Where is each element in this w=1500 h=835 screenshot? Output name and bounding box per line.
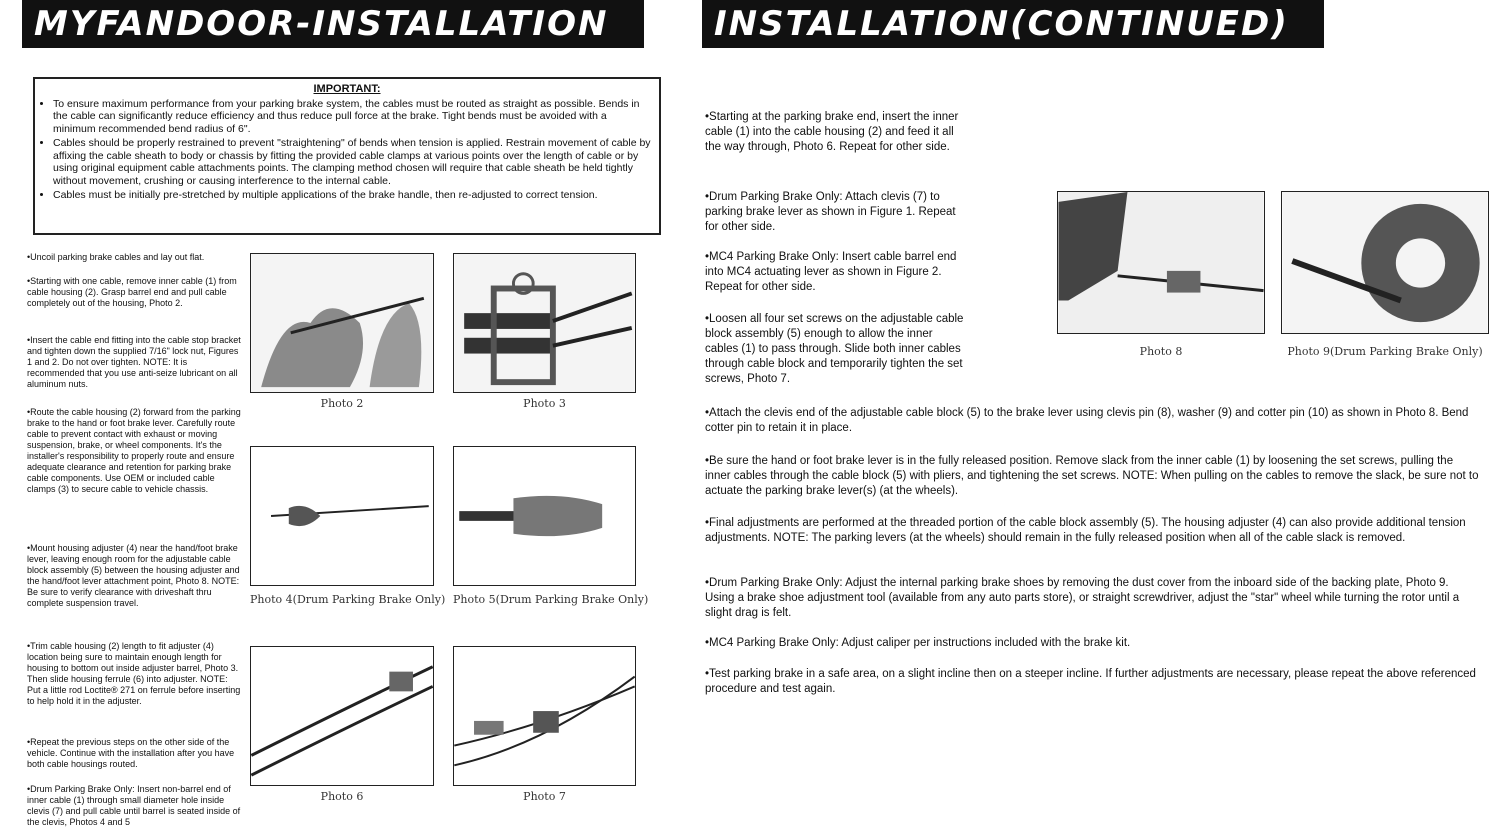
photo-7-image <box>453 646 636 786</box>
right-step-3: •MC4 Parking Brake Only: Insert cable barrel end into MC4 actuating lever as shown in Figure 2. Repeat for other side. <box>705 251 957 293</box>
photo-8-caption: Photo 8 <box>1139 345 1183 358</box>
photo-4-caption: Photo 4(Drum Parking Brake Only) <box>250 593 446 606</box>
left-header-banner: MYFANDOOR-INSTALLATION <box>22 0 644 48</box>
left-step-4: •Route the cable housing (2) forward from the parking brake to the hand or foot brake lever. Carefully route cable to prevent contact with exhaust or moving suspension, brake, or wheel components. It's the installer's responsibility to properly route and ensure adequate clearance and retention for parking brake cable components. Use OEM or included cable clamps (3) to secure cable to vehicle chassis. <box>27 407 241 494</box>
left-step-2: •Starting with one cable, remove inner cable (1) from cable housing (2). Grasp barrel end and pull cable completely out of the housing, Photo 2. <box>27 276 237 308</box>
left-step-3: •Insert the cable end fitting into the cable stop bracket and tighten down the supplied 7/16" lock nut, Figures 1 and 2. Do not over tighten. NOTE: It is recommended that you use anti-seize lubricant on all aluminum nuts. <box>27 335 241 389</box>
right-step-2: •Drum Parking Brake Only: Attach clevis (7) to parking brake lever as shown in Figure 1. Repeat for other side. <box>705 191 956 233</box>
left-step-5: •Mount housing adjuster (4) near the hand/foot brake lever, leaving enough room for the adjustable cable block assembly (5) between the housing adjuster and the hand/foot lever attachment point, Photo 8. NOTE: Be sure to verify clearance with driveshaft thru complete suspension travel. <box>27 543 240 608</box>
important-item: • To ensure maximum performance from your parking brake system, the cables must be routed as straight as possible. Bends in the cable can significantly reduce efficiency and thus reduce pull force at the brake. Tight bends must be avoided with a minimum recommended bend radius of 6". <box>53 98 651 136</box>
photo-3-caption: Photo 3 <box>523 397 566 410</box>
important-list <box>43 98 651 202</box>
left-step-8: •Drum Parking Brake Only: Insert non-barrel end of inner cable (1) through small diameter hole inside clevis (7) and pull cable until barrel is seated inside of the clevis, Photos 4 and 5 <box>27 784 241 827</box>
wide-step-4: •Drum Parking Brake Only: Adjust the internal parking brake shoes by removing the dust cover from the inboard side of the backing plate, Photo 9. Using a brake shoe adjustment tool (available from any auto parts store), or straight screwdriver, adjust the "star" wheel while turning the rotor until a slight drag is felt. <box>705 577 1460 619</box>
important-item: • Cables must be initially pre-stretched by multiple applications of the brake handle, then re-adjusted to correct tension. <box>53 189 651 202</box>
photo-7-caption: Photo 7 <box>523 790 566 803</box>
photo-9-caption: Photo 9(Drum Parking Brake Only) <box>1287 345 1483 358</box>
photo-5-caption: Photo 5(Drum Parking Brake Only) <box>453 593 649 606</box>
right-step-4: •Loosen all four set screws on the adjustable cable block assembly (5) enough to allow the inner cables (1) to pass through. Slide both inner cables through cable block and temporarily tighten the set screws, Photo 7. <box>705 313 964 385</box>
important-item: • Cables should be properly restrained to prevent "straightening" of bends when tension is applied. Restrain movement of cable by affixing the cable sheath to body or chassis by fitting the provided cable clamps at various points over the length of cable or by using original equipment cable attachments points. The clamping method chosen will require that cable sheath be held tightly without movement, crushing or causing interference to the internal cable. <box>53 137 651 187</box>
wide-step-2: •Be sure the hand or foot brake lever is in the fully released position. Remove slack from the inner cable (1) by loosening the set screws, pulling the inner cables through the cable block (5) with pliers, and tightening the set screws. NOTE: When pulling on the cables to remove the slack, be sure not to actuate the parking brake lever(s) (at the wheels). <box>705 455 1479 497</box>
photo-2-caption: Photo 2 <box>320 397 364 410</box>
wide-step-3: •Final adjustments are performed at the threaded portion of the cable block assembly (5). The housing adjuster (4) can also provide additional tension adjustments. NOTE: The parking levers (at the wheels) should remain in the fully released position when all of the cable slack is removed. <box>705 517 1466 544</box>
photo-6-image <box>250 646 434 786</box>
important-title: IMPORTANT: <box>313 83 381 95</box>
left-step-1: •Uncoil parking brake cables and lay out flat. <box>27 252 205 262</box>
wide-step-5: •MC4 Parking Brake Only: Adjust caliper per instructions included with the brake kit. <box>705 637 1131 649</box>
photo-4-image <box>250 446 434 586</box>
wide-step-6: •Test parking brake in a safe area, on a slight incline then on a steeper incline. If further adjustments are necessary, please repeat the above referenced procedure and test again. <box>705 668 1476 695</box>
wide-step-1: •Attach the clevis end of the adjustable cable block (5) to the brake lever using clevis pin (8), washer (9) and cotter pin (10) as shown in Photo 8. Bend cotter pin to retain it in place. <box>705 407 1469 434</box>
right-step-1: •Starting at the parking brake end, insert the inner cable (1) into the cable housing (2) and feed it all the way through, Photo 6. Repeat for other side. <box>705 111 959 153</box>
right-header-banner: INSTALLATION(CONTINUED) <box>702 0 1324 48</box>
photo-8-image <box>1057 191 1265 334</box>
left-step-7: •Repeat the previous steps on the other side of the vehicle. Continue with the installation after you have both cable housings routed. <box>27 737 235 769</box>
left-step-6: •Trim cable housing (2) length to fit adjuster (4) location being sure to maintain enough length for housing to bottom out inside adjuster barrel, Photo 3. Then slide housing ferrule (6) into adjuster. NOTE: Put a little rod Loctite® 271 on ferrule before inserting to help hold it in the adjuster. <box>27 641 241 706</box>
photo-2-image <box>250 253 434 393</box>
important-notice-box <box>33 77 661 235</box>
photo-6-caption: Photo 6 <box>320 790 364 803</box>
photo-3-image <box>453 253 636 393</box>
photo-5-image <box>453 446 636 586</box>
photo-9-image <box>1281 191 1489 334</box>
